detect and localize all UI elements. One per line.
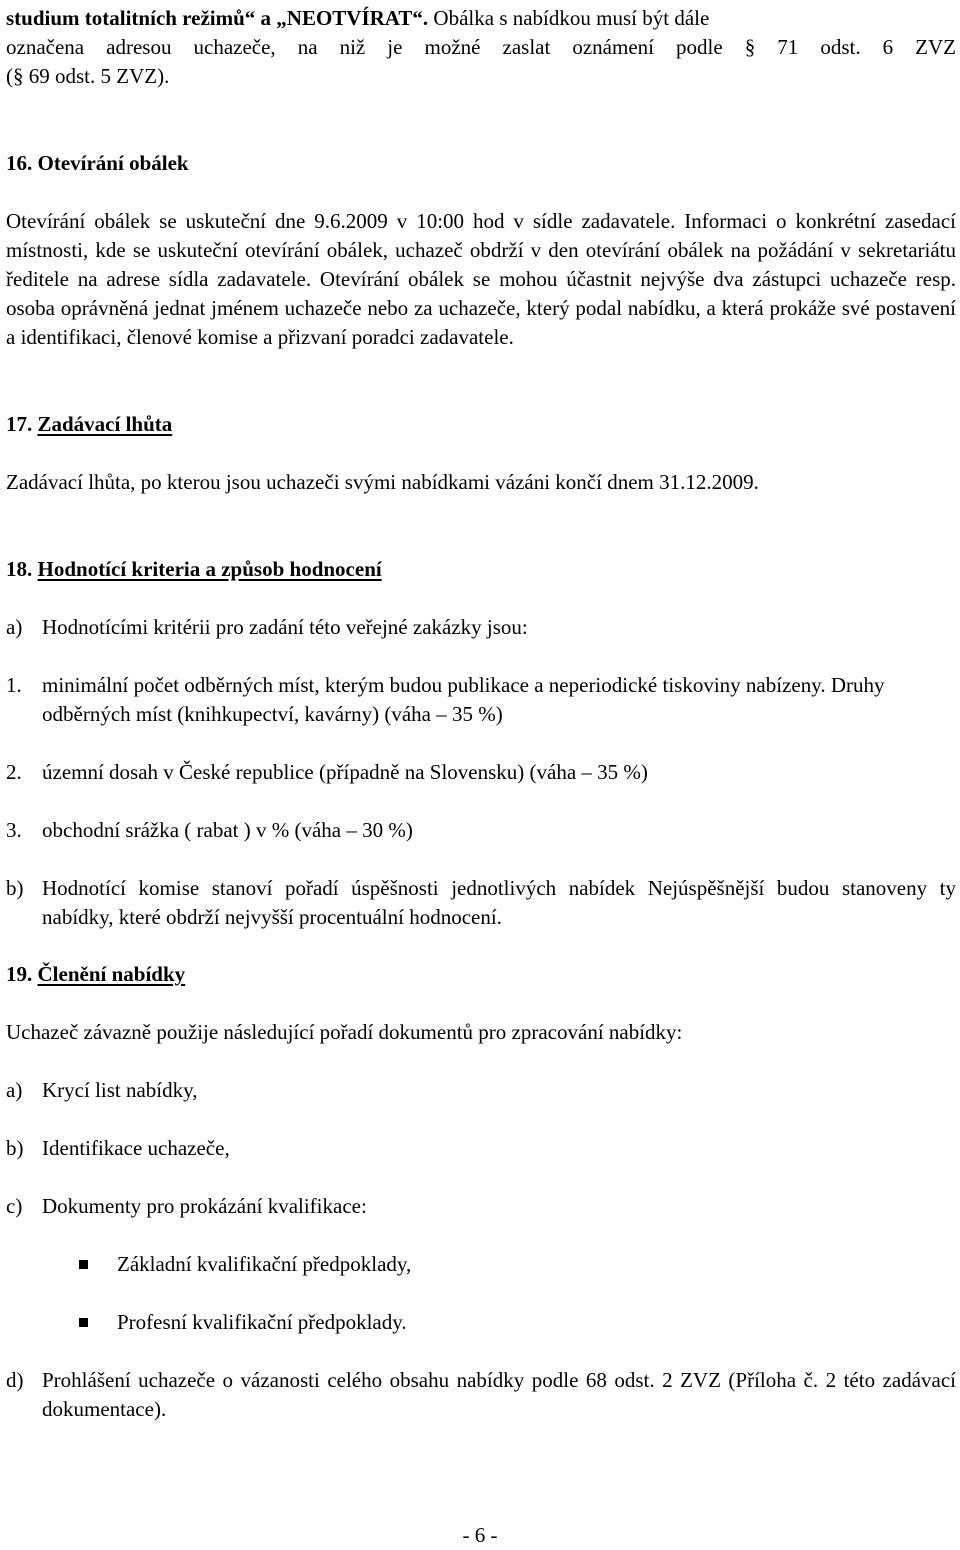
document-page [6, 4, 956, 1424]
s19-item-a-marker: a) [6, 1078, 23, 1102]
section-17-heading [6, 410, 956, 439]
item-a-marker: a) [6, 615, 23, 639]
section-19-item-a [6, 1076, 956, 1105]
section-19-number: 19. [6, 962, 33, 986]
section-18-item-b [6, 874, 956, 932]
s19-item-c-marker: c) [6, 1194, 23, 1218]
section-19-heading [6, 960, 956, 989]
criterion-1-text: minimální počet odběrných míst, kterým budou publikace a neperiodické tiskoviny nabízeny. Druhy odběrných míst (knihkupectví, kavárny) (váha – 35 %) [42, 673, 885, 726]
intro-paragraph [6, 4, 956, 33]
bullet-text: Základní kvalifikační předpoklady, [117, 1252, 412, 1276]
s19-item-a-text: Krycí list nabídky, [42, 1078, 198, 1102]
criterion-2 [6, 758, 956, 787]
bullet-text: Profesní kvalifikační předpoklady. [117, 1310, 407, 1334]
criterion-3 [6, 816, 956, 845]
intro-bold-text: studium totalitních režimů“ a „NEOTVÍRAT“. [6, 6, 429, 30]
section-18-title: Hodnotící kriteria a způsob hodnocení [37, 557, 382, 581]
s19-item-c-text: Dokumenty pro prokázání kvalifikace: [42, 1194, 367, 1218]
criterion-1-marker: 1. [6, 673, 22, 697]
section-17-number: 17. [6, 412, 33, 436]
section-16-paragraph: Otevírání obálek se uskuteční dne 9.6.2009 v 10:00 hod v sídle zadavatele. Informaci o konkrétní zasedací místnosti, kde se uskuteční otevírání obálek, uchazeč obdrží v den otevírání obálek na požádání v sekretariátu ředitele na adrese sídla zadavatele. Otevírání obálek se mohou účastnit nejvýše dva zástupci uchazeče resp. osoba oprávněná jednat jménem uchazeče nebo za uchazeče, který podal nabídku, a která prokáže své postavení a identifikaci, členové komise a přizvaní poradci zadavatele. [6, 209, 956, 349]
item-b-text: Hodnotící komise stanoví pořadí úspěšnosti jednotlivých nabídek Nejúspěšnější budou stanoveny ty nabídky, které obdrží nejvyšší procentuální hodnocení. [42, 876, 956, 929]
item-a-text: Hodnotícími kritérii pro zadání této veřejné zakázky jsou: [42, 615, 528, 639]
section-17-paragraph: Zadávací lhůta, po kterou jsou uchazeči svými nabídkami vázáni končí dnem 31.12.2009. [6, 470, 759, 494]
section-17-title: Zadávací lhůta [37, 412, 173, 436]
bullet-item [6, 1250, 956, 1279]
section-16-number: 16. [6, 151, 33, 175]
intro-text: Obálka s nabídkou musí být dále [428, 6, 710, 30]
criterion-3-marker: 3. [6, 818, 22, 842]
section-18-item-a [6, 613, 956, 642]
item-b-marker: b) [6, 876, 24, 900]
page-number: - 6 - [462, 1523, 498, 1547]
criterion-2-marker: 2. [6, 760, 22, 784]
s19-item-b-text: Identifikace uchazeče, [42, 1136, 230, 1160]
square-bullet-icon [79, 1260, 88, 1269]
s19-item-d-marker: d) [6, 1368, 24, 1392]
section-19-item-c [6, 1192, 956, 1221]
section-19-item-b [6, 1134, 956, 1163]
section-19-paragraph: Uchazeč závazně použije následující pořadí dokumentů pro zpracování nabídky: [6, 1020, 683, 1044]
square-bullet-icon [79, 1318, 88, 1327]
criterion-2-text: územní dosah v České republice (případně na Slovensku) (váha – 35 %) [42, 760, 648, 784]
section-19-title: Členění nabídky [37, 962, 186, 986]
section-19-item-d [6, 1366, 956, 1424]
intro-line-3: (§ 69 odst. 5 ZVZ). [6, 64, 170, 88]
section-16-title: Otevírání obálek [37, 151, 189, 175]
criterion-1 [6, 671, 956, 729]
bullet-item [6, 1308, 956, 1337]
intro-line-2: označena adresou uchazeče, na niž je možné zaslat oznámení podle § 71 odst. 6 ZVZ [6, 35, 956, 59]
section-16-heading [6, 149, 956, 178]
s19-item-b-marker: b) [6, 1136, 24, 1160]
section-18-number: 18. [6, 557, 33, 581]
criterion-3-text: obchodní srážka ( rabat ) v % (váha – 30 %) [42, 818, 413, 842]
section-18-heading [6, 555, 956, 584]
s19-item-d-text: Prohlášení uchazeče o vázanosti celého obsahu nabídky podle 68 odst. 2 ZVZ (Příloha č. 2 této zadávací dokumentace). [42, 1368, 956, 1421]
